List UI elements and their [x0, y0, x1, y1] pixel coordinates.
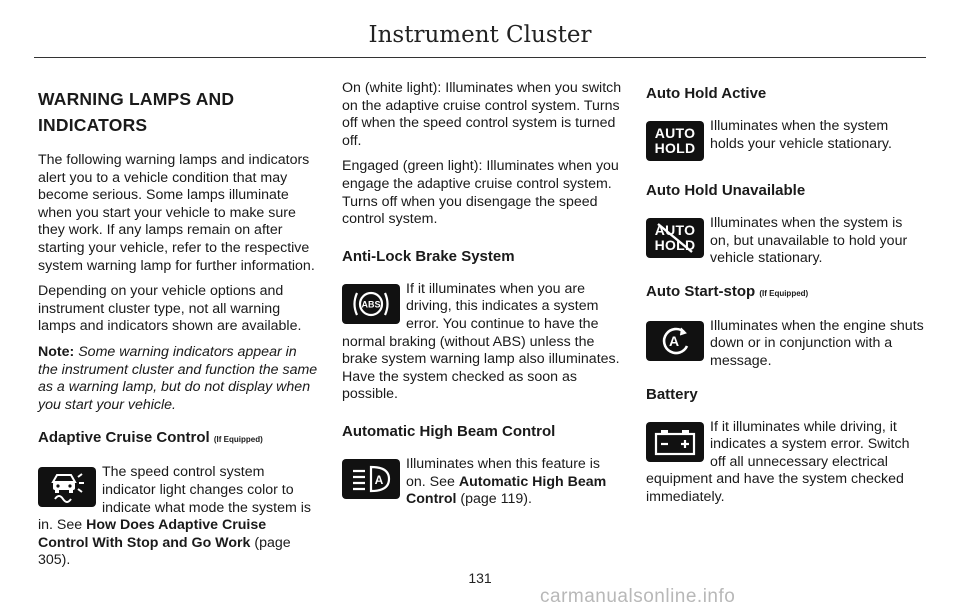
abs-entry: [342, 281, 622, 404]
page-header-title: Instrument Cluster: [368, 22, 592, 48]
acc-entry: [38, 464, 320, 570]
hold-active-heading: Auto Hold Active: [646, 85, 767, 102]
start-stop-title: Auto Start-stop: [646, 282, 756, 300]
watermark: carmanualsonline.info: [540, 586, 736, 607]
auto-hold-icon-line1: AUTO: [654, 125, 696, 141]
abs-icon: [342, 284, 400, 324]
column-left: [38, 80, 320, 576]
hold-unavailable-entry: [646, 215, 926, 268]
hold-active-entry: [646, 118, 926, 167]
battery-heading: Battery: [646, 385, 698, 403]
green-light-paragraph: Engaged (green light): Illuminates when you engage the adaptive cruise control system. Turns off when you disengage the speed control system.: [342, 158, 619, 228]
note-paragraph: [38, 344, 320, 414]
ahb-heading: Automatic High Beam Control: [342, 422, 556, 440]
svg-text:A: A: [374, 472, 384, 487]
ahb-link[interactable]: Automatic High Beam Control: [406, 473, 607, 508]
options-paragraph: Depending on your vehicle options and instrument cluster type, not all warning lamps and indicators shown are available.: [38, 283, 302, 335]
intro-paragraph: The following warning lamps and indicators alert you to a vehicle condition that may become serious. Some lamps illuminate when you start your vehicle to make sure they work. If any lamps remain on after starting your vehicle, refer to the respective system warning lamp for further information.: [38, 152, 315, 274]
abs-icon-label: ABS: [361, 299, 381, 310]
abs-heading: Anti-Lock Brake System: [342, 247, 515, 265]
start-stop-entry: [646, 318, 926, 371]
abs-text: If it illuminates when you are driving, this indicates a system error. You continue to have the normal braking (without ABS) unless the brake system warning lamp also illuminates. Have the system checked as soon as possible.: [342, 280, 620, 403]
column-middle: [342, 80, 622, 515]
auto-start-stop-icon: [646, 321, 704, 361]
start-stop-heading: [646, 282, 926, 304]
battery-text: If it illuminates while driving, it indicates a system error. Switch off all unnecessary electrical equipment and have the system checked immediately.: [646, 418, 910, 505]
ahb-page: (page 119).: [460, 491, 532, 508]
hold-active-text: Illuminates when the system holds your vehicle stationary.: [710, 118, 892, 152]
auto-hold-icon-line2: HOLD: [654, 140, 696, 156]
auto-hold-unavailable-icon-line2: HOLD: [654, 237, 696, 253]
svg-text:A: A: [668, 332, 680, 349]
acc-page: (page 305).: [38, 534, 291, 569]
start-stop-text: Illuminates when the engine shuts down or in conjunction with a message.: [710, 317, 924, 369]
hold-unavailable-text: Illuminates when the system is on, but unavailable to hold your vehicle stationary.: [710, 215, 908, 267]
acc-heading: [38, 428, 320, 450]
auto-hold-icon: [646, 121, 704, 161]
auto-high-beam-icon: [342, 459, 400, 499]
header-divider: [34, 57, 926, 58]
column-right: [646, 80, 926, 513]
acc-text: The speed control system indicator light changes color to indicate what mode the system is in. See: [38, 464, 311, 534]
start-stop-suffix: (If Equipped): [759, 288, 809, 298]
ahb-entry: [342, 456, 622, 509]
ahb-text: Illuminates when this feature is on. See: [406, 455, 600, 490]
note-label: Note:: [38, 343, 75, 360]
auto-hold-unavailable-icon-line1: AUTO: [654, 222, 696, 238]
auto-hold-unavailable-icon: [646, 218, 704, 258]
section-heading-line1: WARNING LAMPS AND: [38, 89, 235, 109]
section-heading: [38, 86, 320, 138]
hold-unavailable-heading: Auto Hold Unavailable: [646, 182, 806, 199]
acc-link[interactable]: How Does Adaptive Cruise Control With Stop and Go Work: [38, 517, 267, 551]
battery-icon: [646, 422, 704, 462]
battery-entry: [646, 419, 926, 507]
white-light-paragraph: On (white light): Illuminates when you switch on the adaptive cruise control system. Turns off when the speed control system is turned off.: [342, 80, 622, 149]
note-text: Some warning indicators appear in the instrument cluster and function the same as a warning lamp, but do not display when you start your vehicle.: [38, 343, 318, 413]
acc-title: Adaptive Cruise Control: [38, 429, 210, 447]
adaptive-cruise-icon: [38, 467, 96, 507]
section-heading-line2: INDICATORS: [38, 115, 148, 135]
acc-suffix: (If Equipped): [213, 435, 263, 445]
page-number: 131: [468, 570, 492, 586]
